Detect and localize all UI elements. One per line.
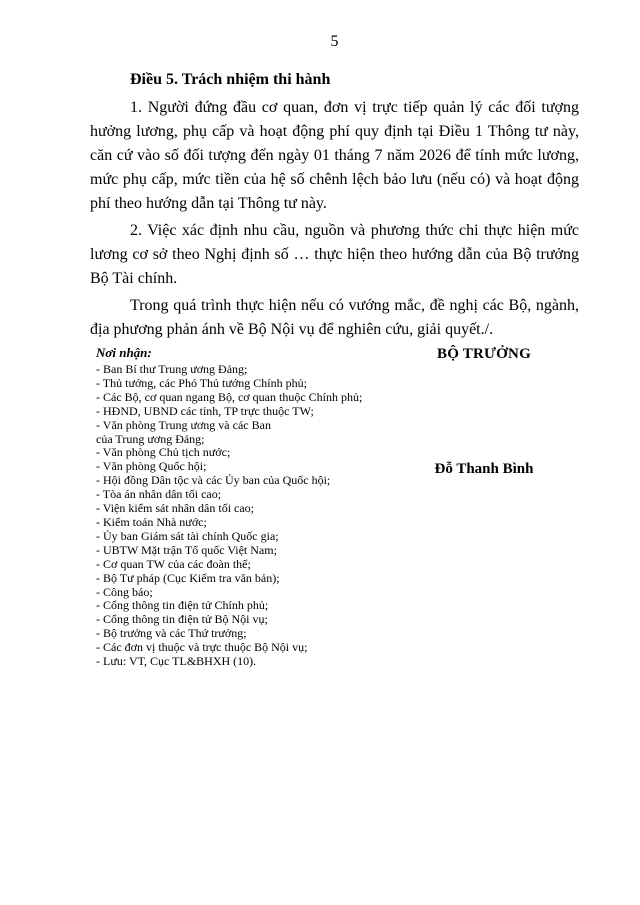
recipient-line: - Viện kiểm sát nhân dân tối cao; — [96, 501, 255, 516]
recipient-line: - Cơ quan TW của các đoàn thể; — [96, 556, 251, 571]
recipient-line: - Cổng thông tin điện tử Chính phủ; — [96, 598, 269, 613]
recipients-block — [90, 345, 389, 669]
recipient-line: của Trung ương Đảng; — [96, 431, 205, 446]
section-heading: Điều 5. Trách nhiệm thi hành — [130, 71, 331, 88]
recipient-line: - Cổng thông tin điện tử Bộ Nội vụ; — [96, 612, 268, 627]
page-number: 5 — [330, 33, 339, 50]
recipient-line: - UBTW Mặt trận Tổ quốc Việt Nam; — [96, 542, 277, 557]
recipients-label: Nơi nhận: — [96, 345, 152, 360]
recipient-line: - Văn phòng Chủ tịch nước; — [96, 445, 231, 460]
recipient-line: - Thủ tướng, các Phó Thủ tướng Chính phủ; — [96, 375, 307, 390]
recipient-line: - Văn phòng Quốc hội; — [96, 459, 207, 474]
signature-name: Đỗ Thanh Bình — [434, 461, 534, 477]
recipient-line: - Các đơn vị thuộc và trực thuộc Bộ Nội vụ; — [96, 640, 308, 655]
recipient-line: - Các Bộ, cơ quan ngang Bộ, cơ quan thuộc Chính phủ; — [96, 389, 363, 404]
recipient-line: - Công báo; — [96, 584, 153, 599]
recipient-line: - HĐND, UBND các tỉnh, TP trực thuộc TW; — [96, 403, 314, 418]
body-paragraph-1: 1. Người đứng đầu cơ quan, đơn vị trực tiếp quản lý các đối tượng hưởng lương, phụ cấp và hoạt động phí quy định tại Điều 1 Thông tư này, căn cứ vào số đối tượng đến ngày 01 tháng 7 năm 2026 để tính mức lương, mức phụ cấp, mức tiền của hệ số chênh lệch bảo lưu (nếu có) và hoạt động phí theo hướng dẫn tại Thông tư này. — [90, 99, 579, 212]
recipient-line: - Văn phòng Trung ương và các Ban — [96, 417, 271, 432]
signature-block — [389, 345, 579, 478]
body-paragraph-2: 2. Việc xác định nhu cầu, nguồn và phương thức chi thực hiện mức lương cơ sở theo Nghị định số … thực hiện theo hướng dẫn của Bộ trưởng Bộ Tài chính. — [90, 222, 579, 287]
signature-title: BỘ TRƯỞNG — [437, 346, 531, 362]
recipient-line: - Bộ Tư pháp (Cục Kiểm tra văn bản); — [96, 570, 280, 585]
recipient-line: - Bộ trưởng và các Thứ trưởng; — [96, 626, 247, 641]
recipients-list — [96, 363, 389, 669]
body-paragraph-3: Trong quá trình thực hiện nếu có vướng mắc, đề nghị các Bộ, ngành, địa phương phản ánh về Bộ Nội vụ để nghiên cứu, giải quyết./. — [90, 297, 579, 338]
recipient-line: - Ban Bí thư Trung ương Đảng; — [96, 362, 248, 376]
document-footer — [90, 345, 579, 669]
recipient-line: - Ủy ban Giám sát tài chính Quốc gia; — [96, 528, 279, 543]
recipient-line: - Lưu: VT, Cục TL&BHXH (10). — [96, 654, 257, 669]
recipient-line: - Tòa án nhân dân tối cao; — [96, 487, 222, 502]
recipient-line: - Kiểm toán Nhà nước; — [96, 514, 207, 529]
recipient-line: - Hội đồng Dân tộc và các Ủy ban của Quốc hội; — [96, 473, 331, 488]
